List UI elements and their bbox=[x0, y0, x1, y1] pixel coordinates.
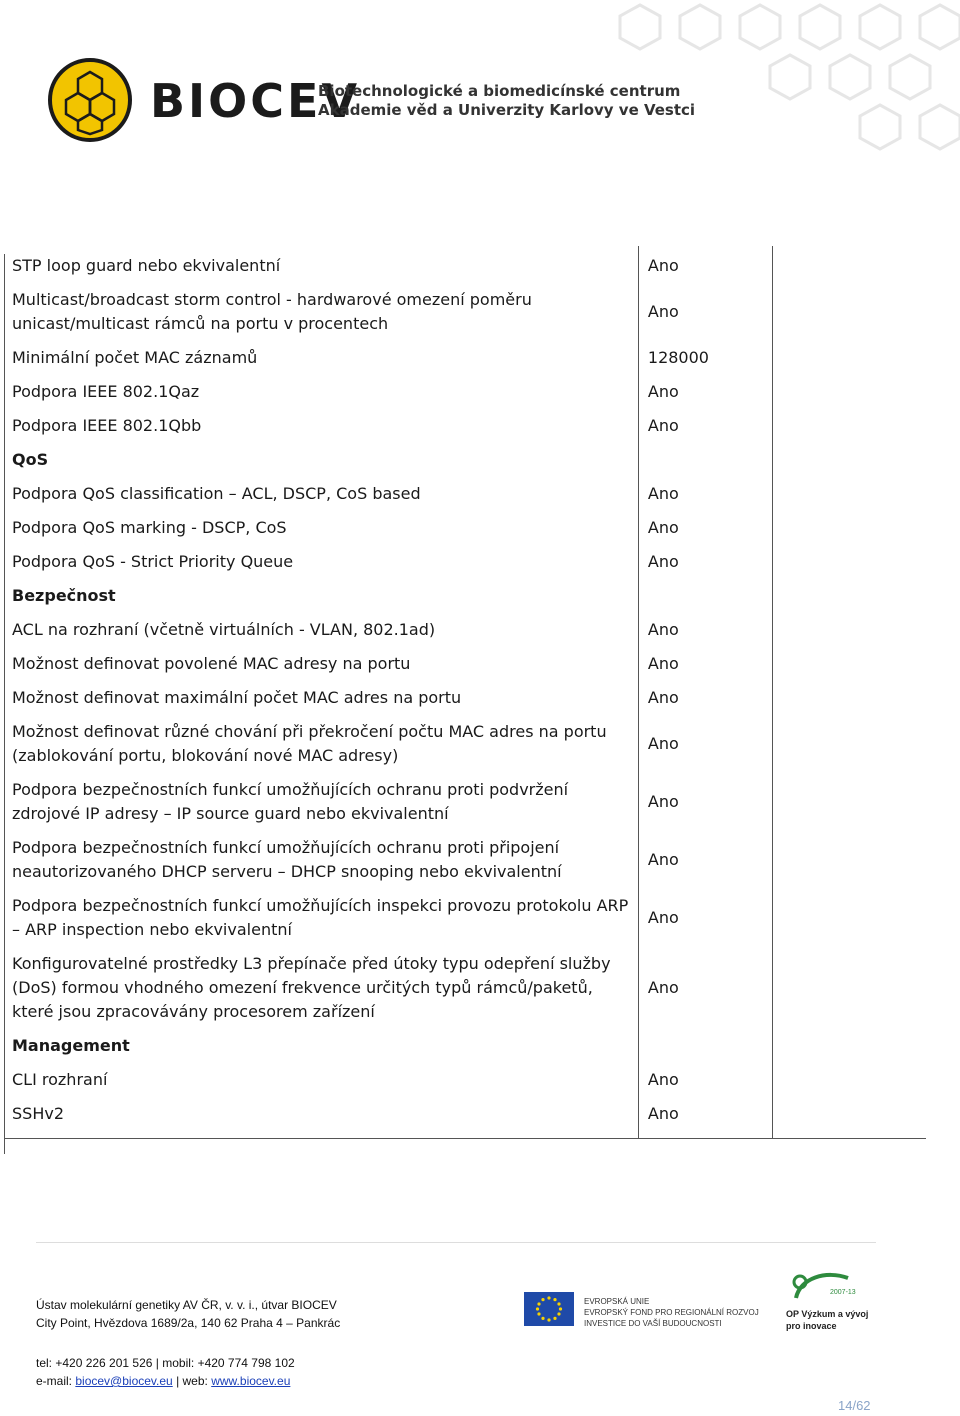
eu-flag-icon bbox=[524, 1292, 574, 1326]
empty-cell bbox=[772, 375, 926, 409]
eu-line-2: EVROPSKÝ FOND PRO REGIONÁLNÍ ROZVOJ bbox=[584, 1308, 759, 1317]
spec-row bbox=[4, 283, 926, 341]
requirement-value: Ano bbox=[638, 246, 772, 283]
requirement-label: Konfigurovatelné prostředky L3 přepínače před útoky typu odepření služby (DoS) formou vhodného omezení frekvence určitých typů rámců/paketů, které jsou zpracovávány procesorem zařízení bbox=[4, 947, 638, 1029]
requirement-value bbox=[638, 443, 772, 477]
empty-cell bbox=[772, 443, 926, 477]
requirement-label: Podpora bezpečnostních funkcí umožňujících ochranu proti podvržení zdrojové IP adresy – IP source guard nebo ekvivalentní bbox=[4, 773, 638, 831]
requirement-value: Ano bbox=[638, 1063, 772, 1097]
requirement-label: Podpora bezpečnostních funkcí umožňujících inspekci provozu protokolu ARP – ARP inspection nebo ekvivalentní bbox=[4, 889, 638, 947]
requirement-label: Možnost definovat maximální počet MAC adres na portu bbox=[4, 681, 638, 715]
email-label: e-mail: bbox=[36, 1374, 73, 1388]
empty-cell bbox=[772, 889, 926, 947]
requirement-label: Možnost definovat povolené MAC adresy na portu bbox=[4, 647, 638, 681]
requirement-value: Ano bbox=[638, 889, 772, 947]
empty-cell bbox=[772, 283, 926, 341]
section-header-row bbox=[4, 1029, 926, 1063]
requirement-value bbox=[638, 579, 772, 613]
op-vav-text bbox=[786, 1308, 896, 1332]
footer-institution: Ústav molekulární genetiky AV ČR, v. v. i., útvar BIOCEV bbox=[36, 1298, 337, 1312]
empty-cell bbox=[772, 1097, 926, 1139]
eu-line-3: INVESTICE DO VAŠÍ BUDOUCNOSTI bbox=[584, 1319, 722, 1328]
requirement-value: Ano bbox=[638, 545, 772, 579]
empty-cell bbox=[772, 947, 926, 1029]
footer-address: City Point, Hvězdova 1689/2a, 140 62 Praha 4 – Pankrác bbox=[36, 1316, 341, 1330]
spec-row bbox=[4, 1063, 926, 1097]
requirement-value: 128000 bbox=[638, 341, 772, 375]
empty-cell bbox=[772, 831, 926, 889]
eu-fund-text bbox=[584, 1296, 759, 1329]
requirement-value: Ano bbox=[638, 511, 772, 545]
requirement-label: STP loop guard nebo ekvivalentní bbox=[4, 246, 638, 283]
empty-cell bbox=[772, 1063, 926, 1097]
requirement-value: Ano bbox=[638, 375, 772, 409]
spec-table-body bbox=[4, 246, 926, 1139]
spec-row bbox=[4, 511, 926, 545]
op-line-2: pro inovace bbox=[786, 1321, 837, 1331]
requirement-value: Ano bbox=[638, 715, 772, 773]
empty-cell bbox=[772, 409, 926, 443]
requirement-value: Ano bbox=[638, 283, 772, 341]
requirement-value: Ano bbox=[638, 409, 772, 443]
footer-divider bbox=[36, 1242, 876, 1243]
requirement-label: ACL na rozhraní (včetně virtuálních - VLAN, 802.1ad) bbox=[4, 613, 638, 647]
requirement-value: Ano bbox=[638, 831, 772, 889]
empty-cell bbox=[772, 579, 926, 613]
spec-row bbox=[4, 831, 926, 889]
requirement-label: SSHv2 bbox=[4, 1097, 638, 1139]
section-title: Management bbox=[4, 1029, 638, 1063]
requirement-label: Podpora QoS classification – ACL, DSCP, CoS based bbox=[4, 477, 638, 511]
op-vav-logo-icon bbox=[786, 1268, 856, 1302]
requirement-label: Podpora QoS - Strict Priority Queue bbox=[4, 545, 638, 579]
requirement-label: Podpora bezpečnostních funkcí umožňujících ochranu proti připojení neautorizovaného DHCP serveru – DHCP snooping nebo ekvivalentní bbox=[4, 831, 638, 889]
requirement-value: Ano bbox=[638, 613, 772, 647]
logo-wordmark: BIOCEV bbox=[150, 74, 361, 128]
empty-cell bbox=[772, 1029, 926, 1063]
spec-row bbox=[4, 1097, 926, 1139]
requirement-value: Ano bbox=[638, 477, 772, 511]
empty-cell bbox=[772, 773, 926, 831]
spec-row bbox=[4, 715, 926, 773]
section-title: QoS bbox=[4, 443, 638, 477]
eu-line-1: EVROPSKÁ UNIE bbox=[584, 1297, 650, 1306]
spec-row bbox=[4, 477, 926, 511]
empty-cell bbox=[772, 647, 926, 681]
spec-row bbox=[4, 409, 926, 443]
spec-row bbox=[4, 375, 926, 409]
requirement-label: Podpora QoS marking - DSCP, CoS bbox=[4, 511, 638, 545]
requirement-value: Ano bbox=[638, 947, 772, 1029]
requirement-label: Podpora IEEE 802.1Qaz bbox=[4, 375, 638, 409]
footer-links bbox=[36, 1372, 340, 1390]
spec-row bbox=[4, 947, 926, 1029]
page-number: 14/62 bbox=[838, 1398, 871, 1413]
spec-row bbox=[4, 545, 926, 579]
requirement-label: Možnost definovat různé chování při překročení počtu MAC adres na portu (zablokování portu, blokování nové MAC adresy) bbox=[4, 715, 638, 773]
op-line-1: OP Výzkum a vývoj bbox=[786, 1309, 869, 1319]
biocev-logo-icon bbox=[48, 58, 132, 142]
section-header-row bbox=[4, 579, 926, 613]
hexagon-pattern-icon bbox=[600, 0, 960, 170]
empty-cell bbox=[772, 681, 926, 715]
page-header bbox=[0, 0, 960, 170]
section-title: Bezpečnost bbox=[4, 579, 638, 613]
requirement-value: Ano bbox=[638, 1097, 772, 1139]
requirement-label: Minimální počet MAC záznamů bbox=[4, 341, 638, 375]
tagline-line-1: Biotechnologické a biomedicínské centrum bbox=[318, 82, 681, 100]
requirement-value: Ano bbox=[638, 773, 772, 831]
footer-phone: tel: +420 226 201 526 | mobil: +420 774 798 102 bbox=[36, 1356, 295, 1370]
spec-row bbox=[4, 889, 926, 947]
requirement-label: Multicast/broadcast storm control - hardwarové omezení poměru unicast/multicast rámců na portu v procentech bbox=[4, 283, 638, 341]
section-header-row bbox=[4, 443, 926, 477]
spec-table bbox=[4, 246, 926, 1139]
spec-row bbox=[4, 773, 926, 831]
empty-cell bbox=[772, 246, 926, 283]
requirement-label: CLI rozhraní bbox=[4, 1063, 638, 1097]
spec-row bbox=[4, 613, 926, 647]
empty-cell bbox=[772, 613, 926, 647]
footer-contact bbox=[36, 1296, 340, 1390]
web-label: | web: bbox=[176, 1374, 208, 1388]
tagline-line-2: Akademie věd a Univerzity Karlovy ve Vestci bbox=[318, 101, 696, 119]
empty-cell bbox=[772, 715, 926, 773]
empty-cell bbox=[772, 341, 926, 375]
requirement-value bbox=[638, 1029, 772, 1063]
op-years: 2007-13 bbox=[830, 1289, 856, 1296]
empty-cell bbox=[772, 511, 926, 545]
web-link[interactable]: www.biocev.eu bbox=[211, 1374, 291, 1388]
requirement-value: Ano bbox=[638, 681, 772, 715]
empty-cell bbox=[772, 545, 926, 579]
spec-row bbox=[4, 681, 926, 715]
requirement-label: Podpora IEEE 802.1Qbb bbox=[4, 409, 638, 443]
requirement-value: Ano bbox=[638, 647, 772, 681]
email-link[interactable]: biocev@biocev.eu bbox=[75, 1374, 173, 1388]
spec-row bbox=[4, 246, 926, 283]
spec-row bbox=[4, 647, 926, 681]
spec-row bbox=[4, 341, 926, 375]
empty-cell bbox=[772, 477, 926, 511]
